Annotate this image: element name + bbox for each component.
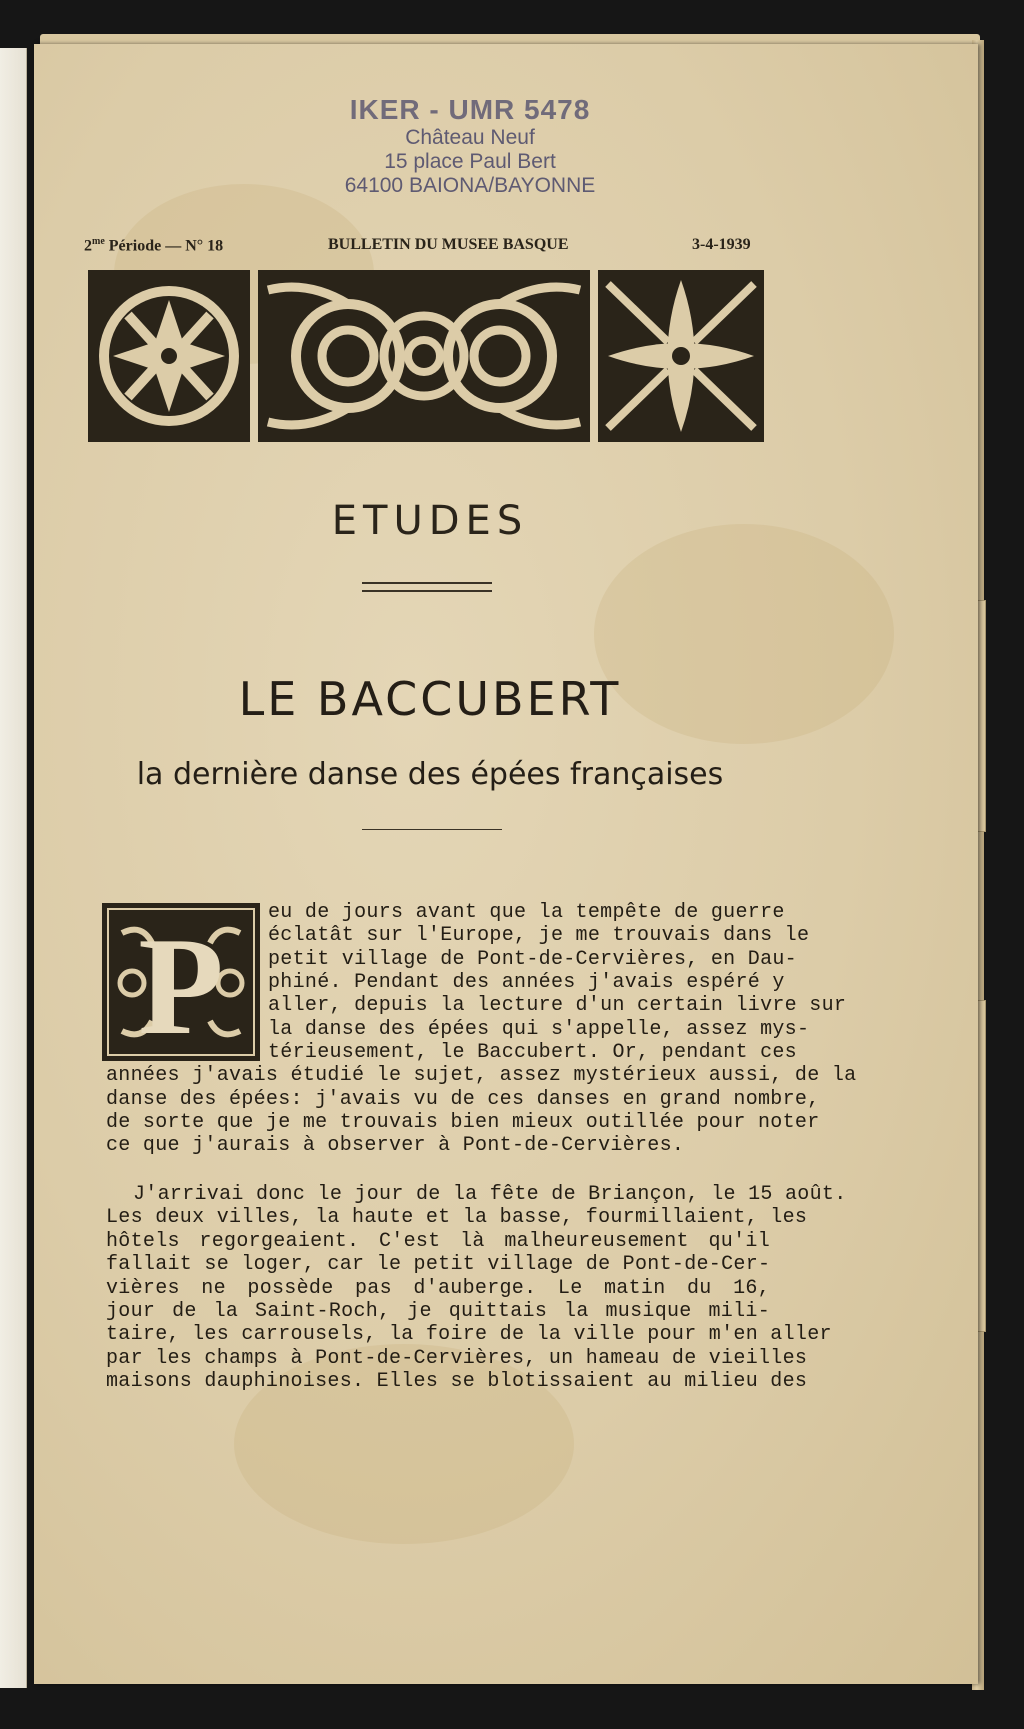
- library-stamp: [300, 96, 640, 196]
- article-title: LE BACCUBERT: [238, 672, 622, 726]
- ornamental-dropcap: [102, 903, 260, 1061]
- body-text-line: phiné. Pendant des années j'avais espéré y: [268, 971, 785, 994]
- body-text-line: la danse des épées qui s'appelle, assez mys-: [268, 1018, 810, 1041]
- body-text-line: J'arrivai donc le jour de la fête de Briançon, le 15 août.: [133, 1183, 847, 1206]
- body-text-line: térieusement, le Baccubert. Or, pendant ces: [268, 1041, 797, 1064]
- stamp-line: 64100 BAIONA/BAYONNE: [344, 174, 596, 197]
- bulletin-title: BULLETIN DU MUSEE BASQUE: [328, 236, 569, 253]
- body-text-line: maisons dauphinoises. Elles se blotissaient au milieu des: [106, 1370, 808, 1393]
- rule-divider: [362, 829, 502, 830]
- section-heading: ETUDES: [331, 498, 529, 544]
- stamp-line: 15 place Paul Bert: [384, 150, 556, 173]
- issue-date: 3-4-1939: [692, 236, 751, 253]
- body-text-line: par les champs à Pont-de-Cervières, un hameau de vieilles: [106, 1347, 808, 1370]
- period-digit: 2: [84, 237, 92, 255]
- decorative-frieze: [88, 270, 764, 442]
- body-text-line: années j'avais étudié le sujet, assez mystérieux aussi, de la: [106, 1064, 857, 1087]
- double-rule-divider: [362, 582, 492, 592]
- body-text-line: danse des épées: j'avais vu de ces danses en grand nombre,: [106, 1088, 820, 1111]
- body-text-line: éclatât sur l'Europe, je me trouvais dans le: [268, 924, 810, 947]
- frieze-left-panel: [88, 270, 250, 442]
- frieze-right-panel: [598, 270, 764, 442]
- body-text-line: jour de la Saint-Roch, je quittais la musique mili-: [106, 1300, 770, 1323]
- period-label: Période — N° 18: [104, 237, 224, 255]
- facing-page-edge: [0, 48, 27, 1688]
- body-text-line: eu de jours avant que la tempête de guerre: [268, 901, 785, 924]
- article-subtitle: la dernière danse des épées françaises: [136, 757, 724, 792]
- body-text-line: petit village de Pont-de-Cervières, en Dau-: [268, 948, 797, 971]
- body-text-line: Les deux villes, la haute et la basse, fourmillaient, les: [106, 1206, 808, 1229]
- body-text-line: vières ne possède pas d'auberge. Le matin du 16,: [106, 1277, 770, 1300]
- body-text-line: ce que j'aurais à observer à Pont-de-Cervières.: [106, 1134, 685, 1157]
- dropcap-letter: P: [138, 909, 224, 1061]
- stamp-line: Château Neuf: [405, 126, 535, 149]
- period-number: [84, 236, 223, 255]
- stamp-title: IKER - UMR 5478: [349, 94, 591, 125]
- body-text-line: hôtels regorgeaient. C'est là malheureusement qu'il: [106, 1230, 770, 1253]
- frieze-middle-panel: [258, 270, 590, 442]
- period-superscript: me: [92, 236, 105, 247]
- body-text-line: aller, depuis la lecture d'un certain livre sur: [268, 994, 847, 1017]
- body-text-line: de sorte que je me trouvais bien mieux outillée pour noter: [106, 1111, 820, 1134]
- body-text-line: taire, les carrousels, la foire de la ville pour m'en aller: [106, 1323, 832, 1346]
- body-text-line: fallait se loger, car le petit village de Pont-de-Cer-: [106, 1253, 771, 1276]
